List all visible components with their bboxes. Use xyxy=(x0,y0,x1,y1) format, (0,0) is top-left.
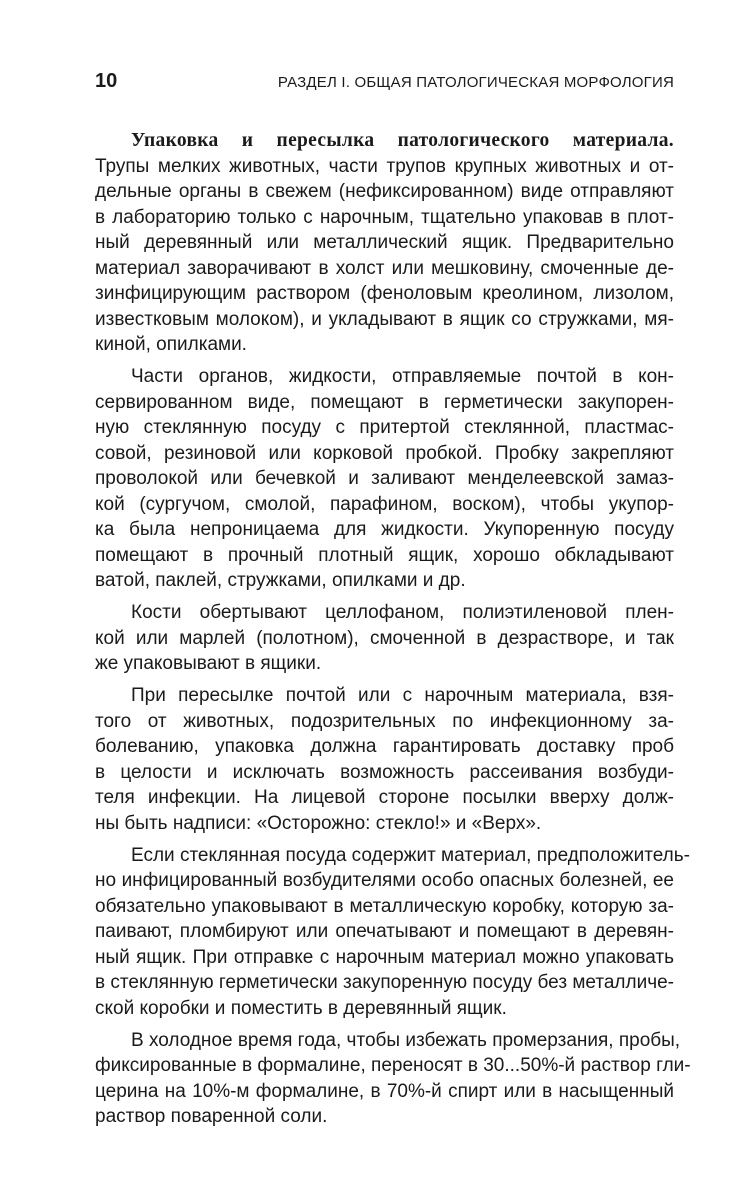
text-line: Трупы мелких животных, части трупов крупных животных и от- xyxy=(95,155,674,177)
paragraph-heading: Упаковка и пересылка патологического материала. xyxy=(131,130,674,151)
paragraph xyxy=(95,1028,691,1130)
text-line: проволокой или бечевкой и заливают менделеевской замаз- xyxy=(95,468,674,489)
text-line: обязательно упаковывают в металлическую коробку, которую за- xyxy=(95,895,674,917)
text-line: болеванию, упаковка должна гарантировать доставку проб xyxy=(95,736,674,757)
paragraph xyxy=(95,364,674,594)
text-line: материал заворачивают в холст или мешковину, смоченные де- xyxy=(95,257,674,279)
text-line: в целости и исключать возможность рассеивания возбуди- xyxy=(95,761,674,783)
running-head: РАЗДЕЛ I. ОБЩАЯ ПАТОЛОГИЧЕСКАЯ МОРФОЛОГИЯ xyxy=(277,74,674,91)
text-line: кой или марлей (полотном), смоченной в дезрастворе, и так xyxy=(95,627,674,649)
paragraph xyxy=(95,683,674,836)
text-line: теля инфекции. На лицевой стороне посылки вверху долж- xyxy=(95,787,674,808)
text-line: Кости обертывают целлофаном, полиэтиленовой плен- xyxy=(131,602,674,623)
text-line: При пересылке почтой или с нарочным материала, взя- xyxy=(131,685,674,706)
text-line: ны быть надписи: «Осторожно: стекло!» и «Верх». xyxy=(95,812,542,834)
paragraph xyxy=(95,600,674,677)
text-line: церина на 10%-м формалине, в 70%-й спирт или в насыщенный xyxy=(95,1080,674,1102)
text-line: киной, опилками. xyxy=(95,334,247,355)
text-line: же упаковывают в ящики. xyxy=(95,653,322,674)
text-line: кой (сургучом, смолой, парафином, воском), чтобы укупор- xyxy=(95,493,674,515)
text-line: ный деревянный или металлический ящик. Предварительно xyxy=(95,232,674,253)
paragraph xyxy=(95,843,690,1022)
text-line: ную стеклянную посуду с притертой стеклянной, пластмас- xyxy=(95,417,674,438)
text-line: зинфицирующим раствором (феноловым креолином, лизолом, xyxy=(95,283,674,304)
text-line: паивают, пломбируют или опечатывают и помещают в деревян- xyxy=(95,921,674,942)
text-line: помещают в прочный плотный ящик, хорошо обкладывают xyxy=(95,544,674,566)
text-line: ный ящик. При отправке с нарочным материал можно упаковать xyxy=(95,946,674,968)
paragraph xyxy=(95,128,674,358)
text-line: В холодное время года, чтобы избежать промерзания, пробы, xyxy=(131,1029,681,1051)
text-line: известковым молоком), и укладывают в ящик со стружками, мя- xyxy=(95,308,674,330)
page-number: 10 xyxy=(95,70,118,92)
text-line: раствор поваренной соли. xyxy=(95,1106,328,1127)
text-line: совой, резиновой или корковой пробкой. Пробку закрепляют xyxy=(95,442,674,464)
page-header xyxy=(95,70,674,100)
text-line: но инфицированный возбудителями особо опасных болезней, ее xyxy=(95,870,674,891)
text-line: в стеклянную герметически закупоренную посуду без металличе- xyxy=(95,972,674,993)
text-line: в лабораторию только с нарочным, тщательно упаковав в плот- xyxy=(95,206,674,228)
text-line: дельные органы в свежем (нефиксированном) виде отправляют xyxy=(95,181,674,202)
text-line: сервированном виде, помещают в герметически закупорен- xyxy=(95,391,674,413)
text-line: ской коробки и поместить в деревянный ящик. xyxy=(95,997,507,1019)
text-line: ватой, паклей, стружками, опилками и др. xyxy=(95,570,466,591)
text-line: того от животных, подозрительных по инфекционному за- xyxy=(95,710,674,732)
text-line: ка была непроницаема для жидкости. Укупоренную посуду xyxy=(95,519,674,540)
text-line: Если стеклянная посуда содержит материал, предположитель- xyxy=(131,844,690,866)
text-line: фиксированные в формалине, переносят в 30...50%-й раствор гли- xyxy=(95,1055,691,1076)
text-line: Части органов, жидкости, отправляемые почтой в кон- xyxy=(131,366,674,387)
body-text xyxy=(95,128,691,1130)
